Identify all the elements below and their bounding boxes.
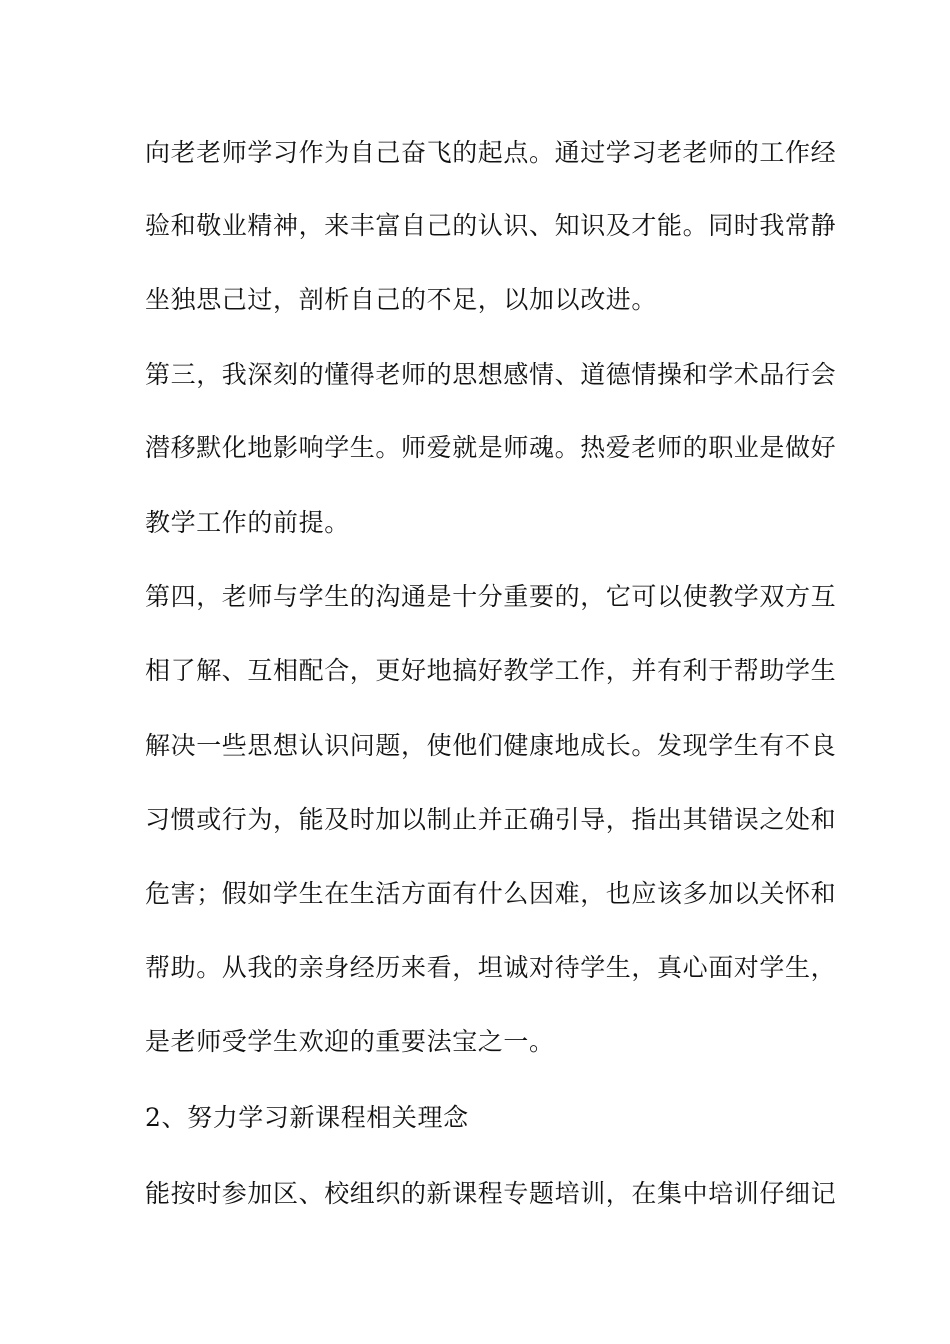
paragraph-line: 帮助。从我的亲身经历来看，坦诚对待学生，真心面对学生， (145, 953, 837, 982)
paragraph-line: 解决一些思想认识问题，使他们健康地成长。发现学生有不良 (145, 731, 837, 760)
paragraph-line: 坐独思己过，剖析自己的不足，以加以改进。 (145, 285, 658, 314)
paragraph-line: 第四，老师与学生的沟通是十分重要的，它可以使教学双方互 (145, 582, 837, 611)
paragraph-line: 验和敬业精神，来丰富自己的认识、知识及才能。同时我常静 (145, 211, 837, 240)
paragraph-line: 习惯或行为，能及时加以制止并正确引导，指出其错误之处和 (145, 805, 837, 834)
paragraph-line: 相了解、互相配合，更好地搞好教学工作，并有利于帮助学生 (145, 656, 837, 685)
paragraph-line: 能按时参加区、校组织的新课程专题培训，在集中培训仔细记 (145, 1179, 837, 1208)
section-heading: 2、努力学习新课程相关理念 (145, 1103, 469, 1132)
paragraph-line: 危害；假如学生在生活方面有什么因难，也应该多加以关怀和 (145, 879, 837, 908)
paragraph-line: 第三，我深刻的懂得老师的思想感情、道德情操和学术品行会 (145, 360, 837, 389)
paragraph-line: 是老师受学生欢迎的重要法宝之一。 (145, 1027, 555, 1056)
paragraph-line: 教学工作的前提。 (145, 508, 350, 537)
paragraph-line: 潜移默化地影响学生。师爱就是师魂。热爱老师的职业是做好 (145, 433, 837, 462)
paragraph-line: 向老老师学习作为自己奋飞的起点。通过学习老老师的工作经 (145, 138, 837, 167)
